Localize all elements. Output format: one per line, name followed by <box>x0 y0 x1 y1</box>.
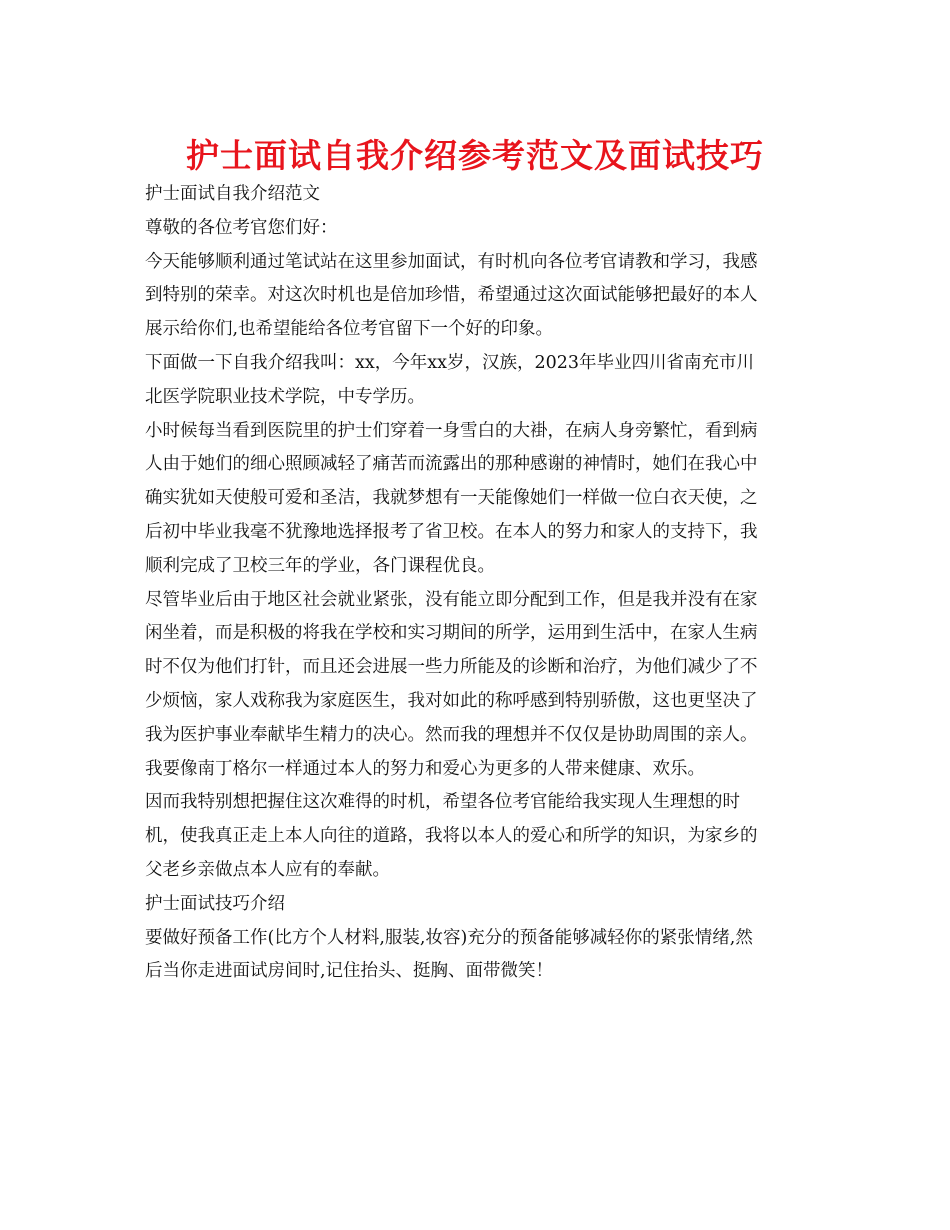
text-line: 要做好预备工作(比方个人材料,服装,妆容)充分的预备能够减轻你的紧张情绪,然 <box>145 927 753 948</box>
text-line: 小时候每当看到医院里的护士们穿着一身雪白的大褂，在病人身旁繁忙，看到病 <box>145 420 758 441</box>
text-line: 下面做一下自我介绍我叫：xx，今年xx岁，汉族，2023年毕业四川省南充市川 <box>145 352 755 373</box>
text-line: 父老乡亲做点本人应有的奉献。 <box>145 859 390 880</box>
text-line: 时不仅为他们打针，而且还会进展一些力所能及的诊断和治疗，为他们减少了不 <box>145 657 758 678</box>
text-line: 后当你走进面试房间时,记住抬头、挺胸、面带微笑！ <box>145 961 554 982</box>
document-title: 护士面试自我介绍参考范文及面试技巧 <box>186 136 764 175</box>
document-body <box>145 178 810 989</box>
greeting-line: 尊敬的各位考官您们好： <box>145 217 338 238</box>
text-line: 我为医护事业奉献毕生精力的决心。然而我的理想并不仅仅是协助周围的亲人。 <box>145 724 758 745</box>
text-line: 机，使我真正走上本人向往的道路，我将以本人的爱心和所学的知识，为家乡的 <box>145 826 758 847</box>
text-line: 确实犹如天使般可爱和圣洁，我就梦想有一天能像她们一样做一位白衣天使，之 <box>145 488 758 509</box>
text-line: 闲坐着，而是积极的将我在学校和实习期间的所学，运用到生活中，在家人生病 <box>145 623 758 644</box>
section-heading-sample: 护士面试自我介绍范文 <box>145 184 320 204</box>
text-line: 展示给你们,也希望能给各位考官留下一个好的印象。 <box>145 319 554 340</box>
text-line: 后初中毕业我毫不犹豫地选择报考了省卫校。在本人的努力和家人的支持下，我 <box>145 521 758 542</box>
section-heading-tips: 护士面试技巧介绍 <box>145 893 285 914</box>
text-line: 尽管毕业后由于地区社会就业紧张，没有能立即分配到工作，但是我并没有在家 <box>145 589 758 610</box>
text-line: 因而我特别想把握住这次难得的时机，希望各位考官能给我实现人生理想的时 <box>145 792 740 813</box>
text-line: 到特别的荣幸。对这次时机也是倍加珍惜，希望通过这次面试能够把最好的本人 <box>145 285 758 306</box>
text-line: 人由于她们的细心照顾减轻了痛苦而流露出的那种感谢的神情时，她们在我心中 <box>145 454 758 475</box>
text-line: 少烦恼，家人戏称我为家庭医生，我对如此的称呼感到特别骄傲，这也更坚决了 <box>145 690 758 711</box>
text-line: 顺利完成了卫校三年的学业，各门课程优良。 <box>145 555 495 576</box>
text-line: 今天能够顺利通过笔试站在这里参加面试，有时机向各位考官请教和学习，我感 <box>145 251 758 272</box>
text-line: 北医学院职业技术学院，中专学历。 <box>145 386 425 407</box>
text-line: 我要像南丁格尔一样通过本人的努力和爱心为更多的人带来健康、欢乐。 <box>145 758 705 779</box>
